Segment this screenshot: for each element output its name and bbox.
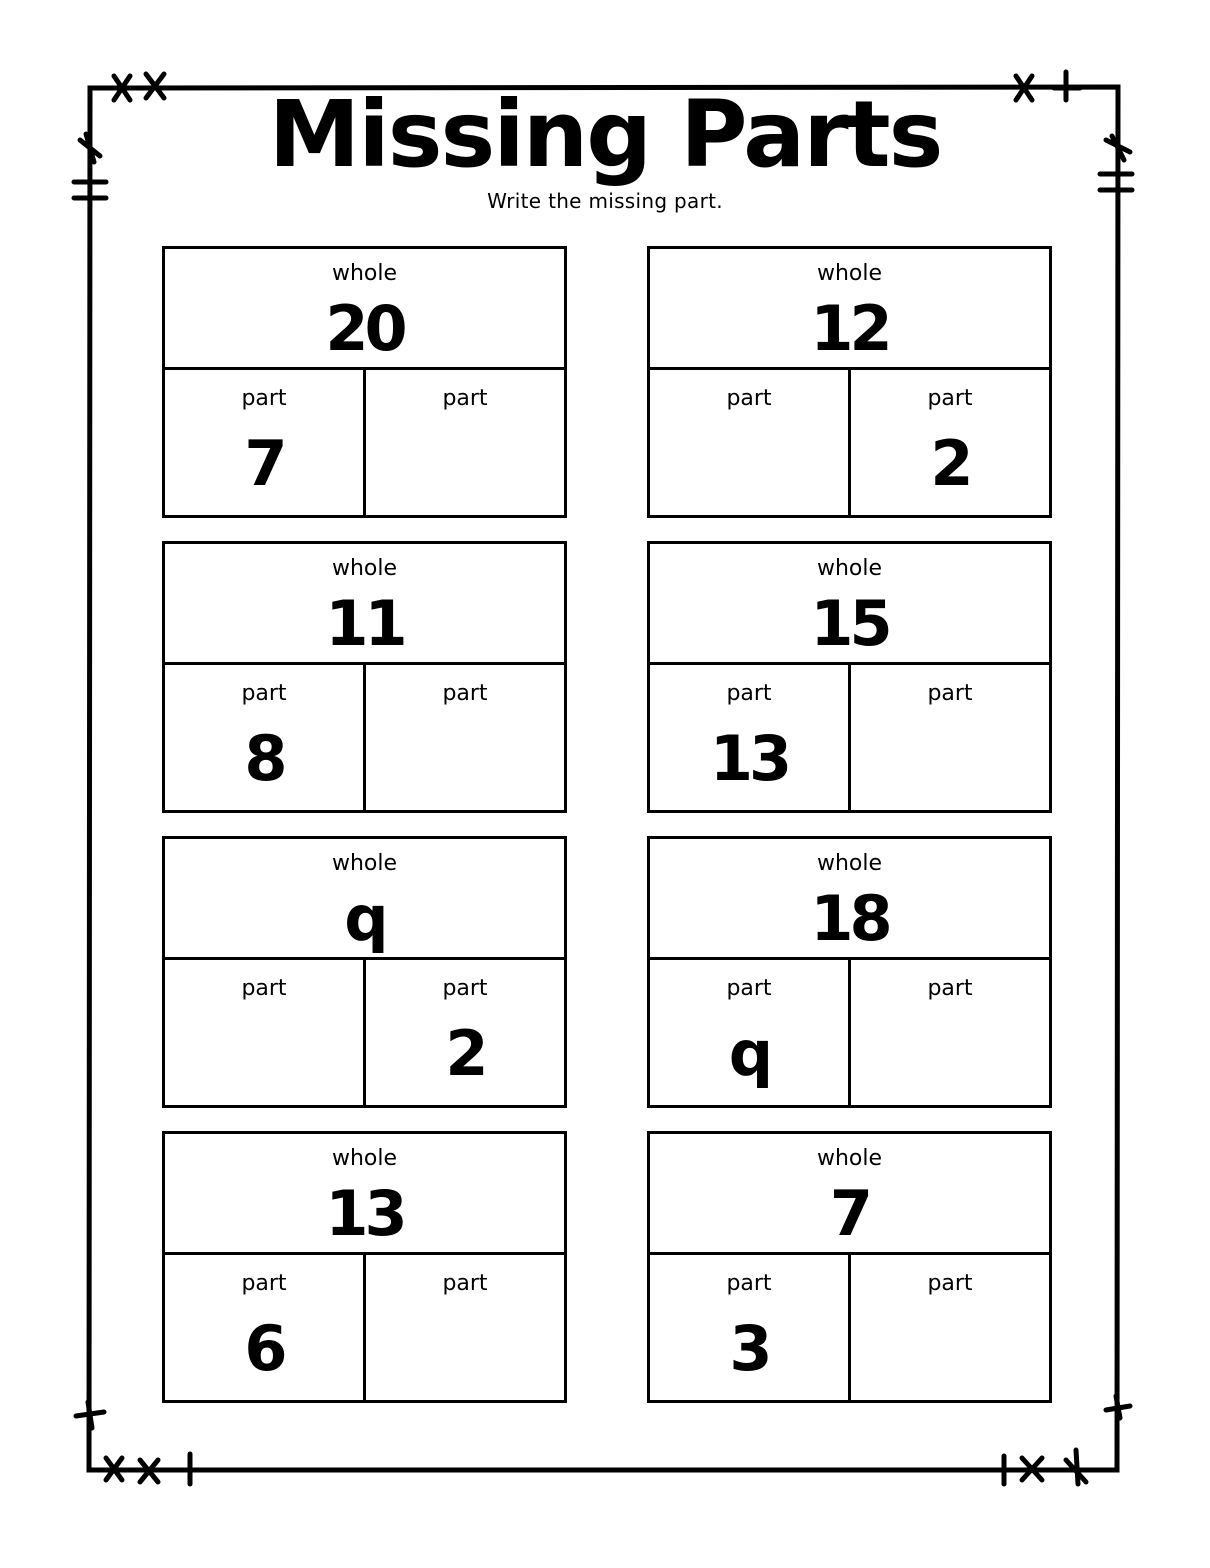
part-cell-left[interactable] [650, 960, 851, 1105]
part-cell-left[interactable] [650, 665, 851, 810]
instruction-text: Write the missing part. [487, 189, 723, 213]
part-label: part [442, 1271, 488, 1296]
whole-number: 7 [829, 1177, 870, 1250]
part-whole-box [647, 541, 1052, 813]
part-label: part [241, 1271, 287, 1296]
part-label: part [726, 1271, 772, 1296]
part-cell-left[interactable] [165, 370, 366, 515]
part-label: part [927, 681, 973, 706]
part-number: q [728, 1017, 770, 1090]
parts-row [650, 665, 1049, 810]
part-whole-box [162, 541, 567, 813]
part-whole-box [162, 246, 567, 518]
part-number: 3 [729, 1312, 769, 1385]
part-cell-left[interactable] [650, 1255, 851, 1400]
whole-label: whole [816, 851, 883, 876]
part-cell-left[interactable] [165, 960, 366, 1105]
part-label: part [241, 386, 287, 411]
whole-cell [650, 1134, 1049, 1255]
parts-row [165, 960, 564, 1105]
parts-row [650, 1255, 1049, 1400]
part-label: part [726, 386, 772, 411]
part-label: part [442, 681, 488, 706]
whole-cell [650, 544, 1049, 665]
part-label: part [726, 976, 772, 1001]
part-label: part [927, 1271, 973, 1296]
part-number: 2 [930, 427, 970, 500]
whole-label: whole [331, 261, 398, 286]
part-cell-left[interactable] [650, 370, 851, 515]
whole-number: 18 [810, 882, 889, 955]
part-label: part [927, 976, 973, 1001]
whole-cell [165, 839, 564, 960]
whole-label: whole [816, 556, 883, 581]
page-title: Missing Parts [268, 81, 942, 188]
parts-row [650, 960, 1049, 1105]
whole-number: 20 [325, 292, 404, 365]
part-cell-right[interactable] [366, 370, 564, 515]
parts-row [165, 1255, 564, 1400]
part-number: 8 [244, 722, 284, 795]
whole-cell [165, 1134, 564, 1255]
part-cell-right[interactable] [851, 370, 1049, 515]
whole-number: 15 [810, 587, 889, 660]
whole-number: 12 [810, 292, 889, 365]
part-number: 6 [244, 1312, 284, 1385]
part-whole-box [647, 246, 1052, 518]
part-whole-box [647, 1131, 1052, 1403]
parts-row [165, 665, 564, 810]
part-cell-right[interactable] [366, 960, 564, 1105]
whole-label: whole [816, 261, 883, 286]
part-number: 7 [244, 427, 284, 500]
part-cell-right[interactable] [851, 1255, 1049, 1400]
whole-number: q [344, 882, 385, 955]
problems-grid [162, 246, 1052, 1403]
whole-label: whole [816, 1146, 883, 1171]
part-cell-left[interactable] [165, 665, 366, 810]
part-cell-left[interactable] [165, 1255, 366, 1400]
part-label: part [927, 386, 973, 411]
part-cell-right[interactable] [851, 665, 1049, 810]
part-label: part [442, 976, 488, 1001]
part-whole-box [162, 1131, 567, 1403]
part-whole-box [162, 836, 567, 1108]
part-number: 2 [445, 1017, 485, 1090]
whole-label: whole [331, 556, 398, 581]
part-label: part [241, 976, 287, 1001]
whole-label: whole [331, 1146, 398, 1171]
whole-cell [165, 249, 564, 370]
part-label: part [241, 681, 287, 706]
part-whole-box [647, 836, 1052, 1108]
parts-row [650, 370, 1049, 515]
whole-cell [165, 544, 564, 665]
part-cell-right[interactable] [366, 1255, 564, 1400]
part-label: part [726, 681, 772, 706]
whole-cell [650, 839, 1049, 960]
whole-number: 13 [325, 1177, 404, 1250]
whole-cell [650, 249, 1049, 370]
parts-row [165, 370, 564, 515]
part-number: 13 [709, 722, 789, 795]
part-label: part [442, 386, 488, 411]
part-cell-right[interactable] [851, 960, 1049, 1105]
whole-label: whole [331, 851, 398, 876]
part-cell-right[interactable] [366, 665, 564, 810]
whole-number: 11 [325, 587, 404, 660]
